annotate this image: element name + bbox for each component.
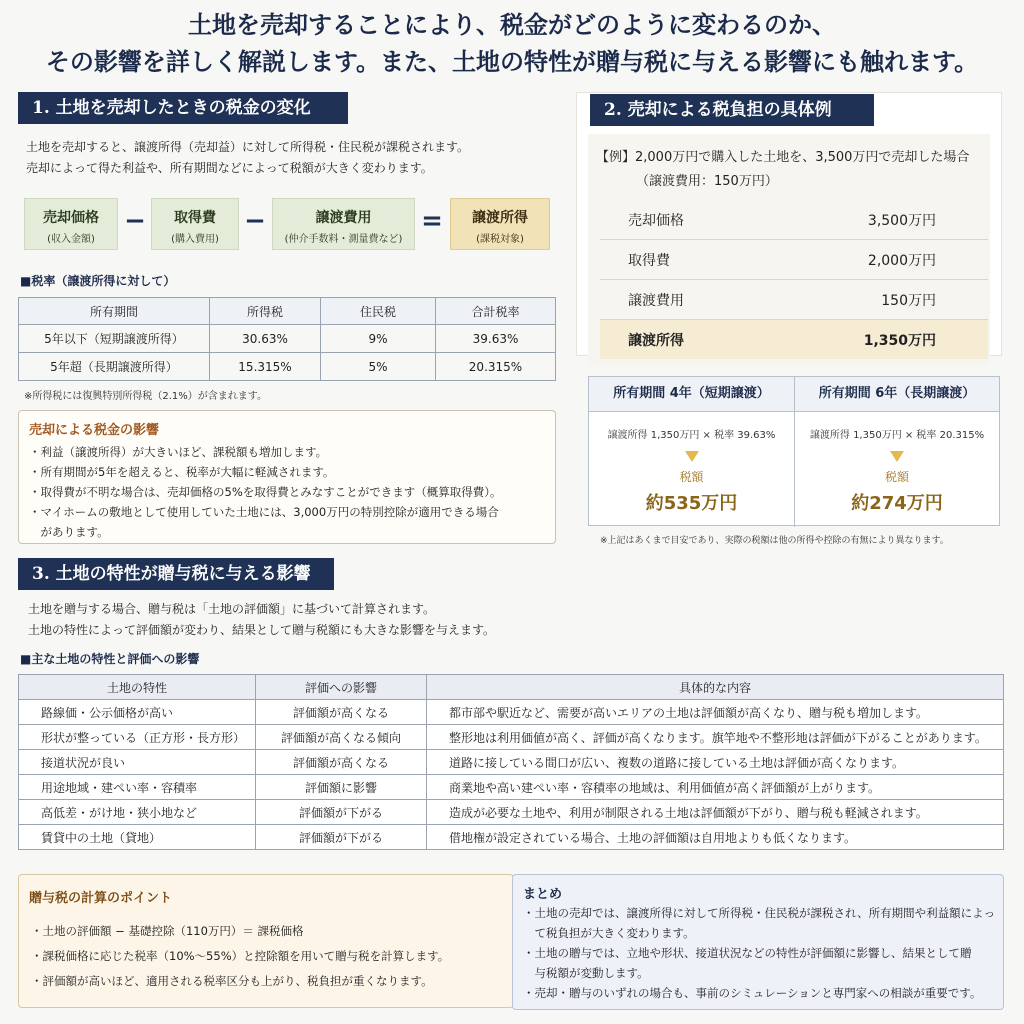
table-row	[19, 750, 1004, 775]
list-item: ・評価額が高いほど、適用される税率区分も上がり、税負担が重くなります。	[31, 974, 433, 988]
tax-label: 税額	[679, 470, 704, 484]
minus-operator: −	[124, 206, 146, 236]
example-breakdown	[600, 200, 988, 359]
short-term-column	[589, 377, 795, 527]
table-row	[19, 825, 1004, 850]
table-cell: 20.315%	[436, 353, 556, 381]
tax-label: 税額	[884, 470, 909, 484]
calc-head: 所有期間 4年（短期譲渡）	[589, 377, 794, 412]
table-cell: 評価額が下がる	[256, 800, 427, 825]
table-row	[19, 775, 1004, 800]
section3-heading: 3. 土地の特性が贈与税に与える影響	[18, 558, 334, 590]
section2-heading: 2. 売却による税負担の具体例	[590, 94, 874, 126]
table-cell: 商業地や高い建ぺい率・容積率の地域は、利用価値が高く評価額が上がります。	[427, 775, 1004, 800]
formula-main: 取得費	[174, 210, 216, 226]
section3-intro	[28, 599, 628, 641]
calc-head: 所有期間 6年（長期譲渡）	[795, 377, 999, 412]
table-cell: 5年以下（短期譲渡所得）	[19, 325, 210, 353]
table-cell: 用途地域・建ぺい率・容積率	[19, 775, 256, 800]
list-item: ・利益（譲渡所得）が大きいほど、課税額も増加します。	[29, 445, 328, 459]
table-cell: 評価額が高くなる	[256, 750, 427, 775]
table-header-row	[19, 675, 1004, 700]
table-cell: 形状が整っている（正方形・長方形）	[19, 725, 256, 750]
long-term-column	[795, 377, 999, 527]
section3-intro-line: 土地を贈与する場合、贈与税は「土地の評価額」に基づいて計算されます。	[28, 602, 436, 616]
list-item: ・所有期間が5年を超えると、税率が大幅に軽減されます。	[29, 465, 335, 479]
example-row-total	[600, 320, 988, 359]
calc-formula: 譲渡所得 1,350万円 × 税率 20.315%	[809, 430, 985, 441]
example-row-label: 譲渡費用	[628, 293, 684, 309]
arrow-down-icon	[685, 451, 699, 462]
calc-formula: 譲渡所得 1,350万円 × 税率 39.63%	[607, 430, 776, 441]
table-header-row	[19, 298, 556, 325]
arrow-down-icon	[890, 451, 904, 462]
table-header: 所得税	[210, 298, 321, 325]
sale-impact-box	[18, 410, 556, 544]
gift-tax-box	[18, 874, 514, 1008]
formula-transfer-cost	[272, 198, 415, 250]
example-row-value: 1,350万円	[863, 333, 936, 349]
sale-impact-title: 売却による税金の影響	[29, 423, 160, 438]
table-header: 所有期間	[19, 298, 210, 325]
table-cell: 借地権が設定されている場合、土地の評価額は自用地よりも低くなります。	[427, 825, 1004, 850]
table-cell: 路線価・公示価格が高い	[19, 700, 256, 725]
formula-sub: (収入金額)	[47, 234, 95, 245]
list-item: ・土地の評価額 − 基礎控除（110万円）＝ 課税価格	[31, 924, 304, 938]
tax-value: 約274万円	[851, 493, 943, 514]
formula-sub: (購入費用)	[171, 234, 219, 245]
table-cell: 道路に接している間口が広い、複数の道路に接している土地は評価が高くなります。	[427, 750, 1004, 775]
table-cell: 賃貸中の土地（貸地）	[19, 825, 256, 850]
table-cell: 評価額が高くなる	[256, 700, 427, 725]
tax-value: 約535万円	[645, 493, 738, 514]
formula-main: 譲渡費用	[315, 210, 372, 226]
table-cell: 5年超（長期譲渡所得）	[19, 353, 210, 381]
list-item: 与税額が変動します。	[523, 966, 649, 980]
table-header: 住民税	[321, 298, 436, 325]
section1-heading: 1. 土地を売却したときの税金の変化	[18, 92, 348, 124]
summary-box	[512, 874, 1004, 1010]
formula-transfer-income	[450, 198, 550, 250]
list-item: ・土地の売却では、譲渡所得に対して所得税・住民税が課税され、所有期間や利益額によっ	[523, 906, 996, 920]
table-cell: 15.315%	[210, 353, 321, 381]
table-header: 土地の特性	[19, 675, 256, 700]
example-note: ※上記はあくまで目安であり、実際の税額は他の所得や控除の有無により異なります。	[600, 536, 949, 546]
table-row	[19, 353, 556, 381]
example-row-value: 3,500万円	[867, 213, 936, 229]
table-cell: 造成が必要な土地や、利用が制限される土地は評価額が下がり、贈与税も軽減されます。	[427, 800, 1004, 825]
list-item: ・マイホームの敷地として使用していた土地には、3,000万円の特別控除が適用できる場合	[29, 505, 499, 519]
example-inner	[588, 134, 990, 366]
formula-sale-price	[24, 198, 118, 250]
table-header: 合計税率	[436, 298, 556, 325]
list-item: ・売却・贈与のいずれの場合も、事前のシミュレーションと専門家への相談が重要です。	[523, 986, 982, 1000]
sale-impact-list	[29, 442, 549, 542]
section1-intro	[26, 137, 566, 179]
list-item: ・土地の贈与では、立地や形状、接道状況などの特性が評価額に影響し、結果として贈	[523, 946, 972, 960]
list-item: ・取得費が不明な場合は、売却価格の5%を取得費とみなすことができます（概算取得費）。	[29, 485, 502, 499]
section1-intro-line: 売却によって得た利益や、所有期間などによって税額が大きく変わります。	[26, 161, 433, 175]
table-row	[19, 800, 1004, 825]
table-cell: 39.63%	[436, 325, 556, 353]
example-line-1: 【例】2,000万円で購入した土地を、3,500万円で売却した場合	[596, 150, 970, 165]
list-item: があります。	[29, 525, 109, 539]
table-cell: 整形地は利用価値が高く、評価が高くなります。旗竿地や不整形地は評価が下がることがあります。	[427, 725, 1004, 750]
table-cell: 評価額が下がる	[256, 825, 427, 850]
table-cell: 30.63%	[210, 325, 321, 353]
table-cell: 評価額に影響	[256, 775, 427, 800]
table-row	[19, 725, 1004, 750]
land-feature-table	[18, 674, 1004, 850]
table-cell: 接道状況が良い	[19, 750, 256, 775]
formula-main: 売却価格	[43, 210, 99, 226]
formula-sub: (仲介手数料・測量費など)	[284, 234, 403, 245]
table-header: 具体的な内容	[427, 675, 1004, 700]
rate-table-title: ■税率（譲渡所得に対して）	[20, 274, 176, 288]
table-cell: 9%	[321, 325, 436, 353]
list-item: ・課税価格に応じた税率（10%〜55%）と控除額を用いて贈与税を計算します。	[31, 949, 450, 963]
formula-acquisition-cost	[151, 198, 239, 250]
example-row	[600, 200, 988, 240]
page-title	[0, 6, 1024, 80]
table-row	[19, 325, 556, 353]
section1-intro-line: 土地を売却すると、譲渡所得（売却益）に対して所得税・住民税が課税されます。	[26, 140, 470, 154]
table-cell: 都市部や駅近など、需要が高いエリアの土地は評価額が高くなり、贈与税も増加します。	[427, 700, 1004, 725]
table-row	[19, 700, 1004, 725]
equals-operator: =	[421, 206, 443, 236]
tax-comparison	[588, 376, 1000, 526]
example-row-value: 2,000万円	[867, 253, 936, 269]
rate-note: ※所得税には復興特別所得税（2.1%）が含まれます。	[24, 391, 267, 402]
tax-rate-table	[18, 297, 556, 381]
example-row	[600, 280, 988, 320]
minus-operator: −	[244, 206, 266, 236]
table-header: 評価への影響	[256, 675, 427, 700]
feature-table-title: ■主な土地の特性と評価への影響	[20, 652, 200, 666]
summary-list	[523, 903, 999, 1003]
example-row-label: 譲渡所得	[628, 333, 684, 349]
section3-intro-line: 土地の特性によって評価額が変わり、結果として贈与税額にも大きな影響を与えます。	[28, 623, 496, 637]
table-cell: 5%	[321, 353, 436, 381]
table-cell: 高低差・がけ地・狭小地など	[19, 800, 256, 825]
title-line-1: 土地を売却することにより、税金がどのように変わるのか、	[188, 10, 836, 39]
gift-tax-title: 贈与税の計算のポイント	[29, 891, 173, 906]
example-row-value: 150万円	[881, 293, 936, 309]
table-cell: 評価額が高くなる傾向	[256, 725, 427, 750]
title-line-2: その影響を詳しく解説します。また、土地の特性が贈与税に与える影響にも触れます。	[45, 47, 979, 76]
summary-title: まとめ	[523, 887, 563, 902]
list-item: て税負担が大きく変わります。	[523, 926, 695, 940]
example-row	[600, 240, 988, 280]
gift-tax-list	[31, 919, 511, 994]
example-line-2: （譲渡費用：150万円）	[636, 174, 778, 189]
formula-sub: (課税対象)	[476, 234, 524, 245]
example-row-label: 売却価格	[628, 213, 684, 229]
example-row-label: 取得費	[628, 253, 670, 269]
formula-main: 譲渡所得	[472, 210, 528, 226]
